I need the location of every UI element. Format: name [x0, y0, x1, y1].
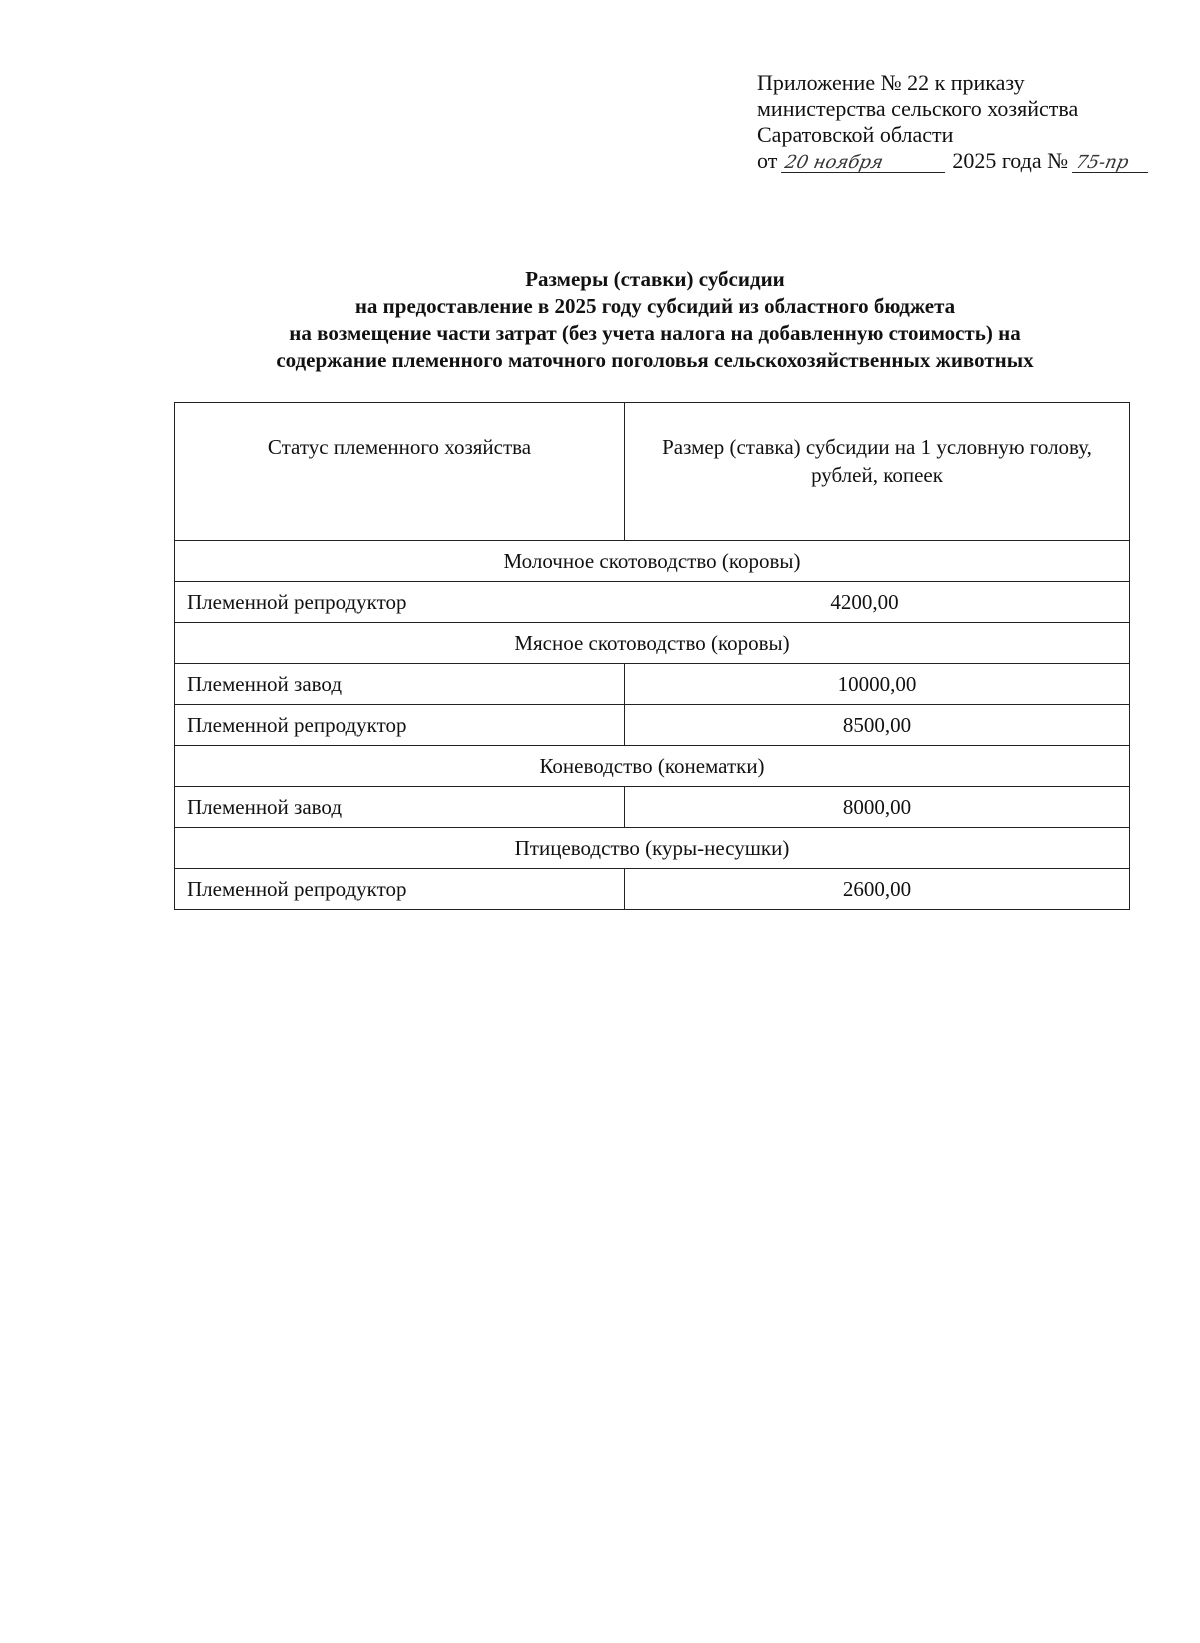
- handwritten-date: 20 ноября: [781, 154, 949, 173]
- title-line-3: на возмещение части затрат (без учета налога на добавленную стоимость) на: [289, 321, 1021, 345]
- section-poultry: Птицеводство (куры-несушки): [175, 828, 1130, 869]
- row-rate: 8000,00: [625, 787, 1130, 828]
- handwritten-number: 75-пр: [1072, 154, 1152, 173]
- section-beef: Мясное скотоводство (коровы): [175, 623, 1130, 664]
- header-rate: Размер (ставка) субсидии на 1 условную голову, рублей, копеек: [625, 403, 1130, 541]
- appendix-block: [757, 70, 1150, 174]
- section-row: [175, 828, 1130, 869]
- table-header-row: [175, 403, 1130, 541]
- row-rate: 4200,00: [830, 589, 899, 614]
- row-rate: 2600,00: [625, 869, 1130, 910]
- appendix-line-1: Приложение № 22 к приказу: [757, 70, 1025, 95]
- subsidy-table-wrap: [174, 402, 1130, 910]
- row-rate: 10000,00: [625, 664, 1130, 705]
- section-row: [175, 541, 1130, 582]
- table-row: [175, 582, 1130, 623]
- table-row: [175, 705, 1130, 746]
- title-line-2: на предоставление в 2025 году субсидий из областного бюджета: [354, 294, 956, 318]
- header-status: Статус племенного хозяйства: [175, 403, 625, 541]
- row-status: Племенной завод: [175, 664, 625, 705]
- year-label: 2025 года №: [952, 148, 1069, 173]
- title-line-1: Размеры (ставки) субсидии: [525, 267, 785, 291]
- section-row: [175, 623, 1130, 664]
- section-horse: Коневодство (конематки): [175, 746, 1130, 787]
- section-dairy: Молочное скотоводство (коровы): [175, 541, 1130, 582]
- row-rate: 8500,00: [625, 705, 1130, 746]
- row-status: Племенной репродуктор: [175, 705, 625, 746]
- table-row: [175, 664, 1130, 705]
- document-title: [180, 266, 1130, 374]
- appendix-line-3: Саратовской области: [757, 122, 954, 147]
- row-status: Племенной завод: [175, 787, 625, 828]
- appendix-line-4: [757, 148, 1150, 174]
- title-line-4: содержание племенного маточного поголовья сельскохозяйственных животных: [276, 348, 1034, 372]
- row-status: Племенной репродуктор: [187, 589, 407, 614]
- row-status: Племенной репродуктор: [175, 869, 625, 910]
- from-label: от: [757, 148, 778, 173]
- subsidy-table: [174, 402, 1130, 910]
- section-row: [175, 746, 1130, 787]
- appendix-line-2: министерства сельского хозяйства: [757, 96, 1079, 121]
- table-row: [175, 787, 1130, 828]
- table-row: [175, 869, 1130, 910]
